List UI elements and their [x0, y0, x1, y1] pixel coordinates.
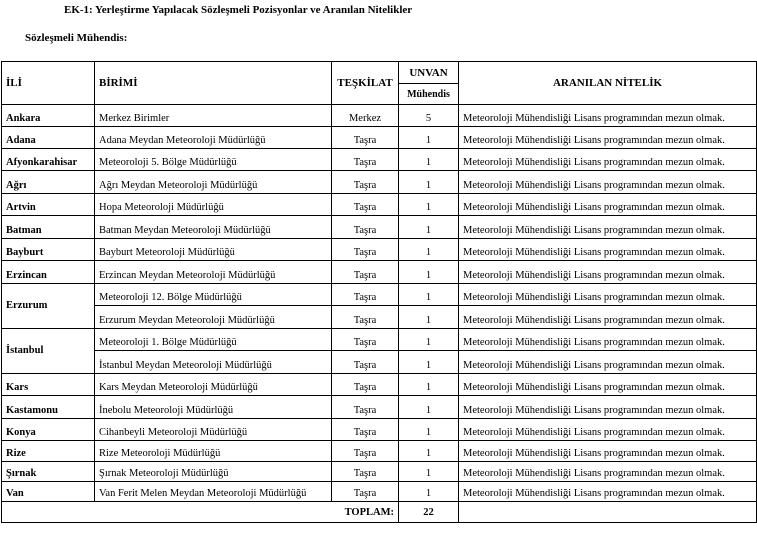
- total-label: TOPLAM:: [2, 502, 399, 523]
- nitelik-cell: Meteoroloji Mühendisliği Lisans programından mezun olmak.: [459, 329, 757, 351]
- il-cell: Artvin: [2, 194, 95, 216]
- count-cell: 1: [399, 351, 459, 374]
- table-row: [2, 261, 757, 284]
- total-row: [2, 502, 757, 523]
- teskilat-cell: Taşra: [332, 261, 399, 284]
- count-cell: 1: [399, 284, 459, 306]
- table-row: [2, 284, 757, 306]
- il-cell: İstanbul: [2, 329, 95, 374]
- count-cell: 1: [399, 149, 459, 171]
- nitelik-cell: Meteoroloji Mühendisliği Lisans programından mezun olmak.: [459, 306, 757, 329]
- il-cell: Kars: [2, 374, 95, 396]
- nitelik-cell: Meteoroloji Mühendisliği Lisans programından mezun olmak.: [459, 194, 757, 216]
- table-row: [2, 105, 757, 127]
- teskilat-cell: Taşra: [332, 239, 399, 261]
- count-cell: 1: [399, 216, 459, 239]
- birim-cell: Rize Meteoroloji Müdürlüğü: [95, 441, 332, 462]
- nitelik-cell: Meteoroloji Mühendisliği Lisans programından mezun olmak.: [459, 419, 757, 441]
- birim-cell: Hopa Meteoroloji Müdürlüğü: [95, 194, 332, 216]
- birim-cell: Adana Meydan Meteoroloji Müdürlüğü: [95, 127, 332, 149]
- positions-table: [1, 61, 757, 523]
- il-cell: Adana: [2, 127, 95, 149]
- teskilat-cell: Taşra: [332, 396, 399, 419]
- nitelik-cell: Meteoroloji Mühendisliği Lisans programından mezun olmak.: [459, 374, 757, 396]
- table-row: [2, 419, 757, 441]
- table-row: [2, 329, 757, 351]
- count-cell: 1: [399, 396, 459, 419]
- header-muhendis: Mühendis: [399, 84, 459, 105]
- teskilat-cell: Taşra: [332, 127, 399, 149]
- birim-cell: Erzurum Meydan Meteoroloji Müdürlüğü: [95, 306, 332, 329]
- il-cell: Ağrı: [2, 171, 95, 194]
- il-cell: Erzincan: [2, 261, 95, 284]
- count-cell: 1: [399, 239, 459, 261]
- il-cell: Bayburt: [2, 239, 95, 261]
- nitelik-cell: Meteoroloji Mühendisliği Lisans programından mezun olmak.: [459, 149, 757, 171]
- birim-cell: Erzincan Meydan Meteoroloji Müdürlüğü: [95, 261, 332, 284]
- header-nitelik: ARANILAN NİTELİK: [459, 62, 757, 105]
- header-birim: BİRİMİ: [95, 62, 332, 105]
- birim-cell: Van Ferit Melen Meydan Meteoroloji Müdürlüğü: [95, 482, 332, 502]
- nitelik-cell: Meteoroloji Mühendisliği Lisans programından mezun olmak.: [459, 216, 757, 239]
- count-cell: 1: [399, 171, 459, 194]
- nitelik-cell: Meteoroloji Mühendisliği Lisans programından mezun olmak.: [459, 284, 757, 306]
- teskilat-cell: Taşra: [332, 351, 399, 374]
- count-cell: 1: [399, 482, 459, 502]
- birim-cell: Merkez Birimler: [95, 105, 332, 127]
- birim-cell: Batman Meydan Meteoroloji Müdürlüğü: [95, 216, 332, 239]
- table-row: [2, 462, 757, 482]
- teskilat-cell: Taşra: [332, 194, 399, 216]
- birim-cell: İstanbul Meydan Meteoroloji Müdürlüğü: [95, 351, 332, 374]
- table-row: [2, 482, 757, 502]
- count-cell: 1: [399, 374, 459, 396]
- page-title: EK-1: Yerleştirme Yapılacak Sözleşmeli Pozisyonlar ve Aranılan Nitelikler: [64, 4, 413, 16]
- birim-cell: Ağrı Meydan Meteoroloji Müdürlüğü: [95, 171, 332, 194]
- count-cell: 5: [399, 105, 459, 127]
- teskilat-cell: Merkez: [332, 105, 399, 127]
- teskilat-cell: Taşra: [332, 419, 399, 441]
- count-cell: 1: [399, 329, 459, 351]
- il-cell: Ankara: [2, 105, 95, 127]
- nitelik-cell: Meteoroloji Mühendisliği Lisans programından mezun olmak.: [459, 351, 757, 374]
- teskilat-cell: Taşra: [332, 171, 399, 194]
- nitelik-cell: Meteoroloji Mühendisliği Lisans programından mezun olmak.: [459, 105, 757, 127]
- il-cell: Konya: [2, 419, 95, 441]
- birim-cell: Bayburt Meteoroloji Müdürlüğü: [95, 239, 332, 261]
- nitelik-cell: Meteoroloji Mühendisliği Lisans programından mezun olmak.: [459, 462, 757, 482]
- count-cell: 1: [399, 306, 459, 329]
- table-row: [2, 239, 757, 261]
- count-cell: 1: [399, 462, 459, 482]
- il-cell: Kastamonu: [2, 396, 95, 419]
- teskilat-cell: Taşra: [332, 462, 399, 482]
- table-row: [2, 351, 757, 374]
- birim-cell: Meteoroloji 5. Bölge Müdürlüğü: [95, 149, 332, 171]
- teskilat-cell: Taşra: [332, 306, 399, 329]
- count-cell: 1: [399, 441, 459, 462]
- birim-cell: Şırnak Meteoroloji Müdürlüğü: [95, 462, 332, 482]
- il-cell: Rize: [2, 441, 95, 462]
- table-row: [2, 194, 757, 216]
- birim-cell: İnebolu Meteoroloji Müdürlüğü: [95, 396, 332, 419]
- teskilat-cell: Taşra: [332, 374, 399, 396]
- teskilat-cell: Taşra: [332, 329, 399, 351]
- nitelik-cell: Meteoroloji Mühendisliği Lisans programından mezun olmak.: [459, 261, 757, 284]
- il-cell: Afyonkarahisar: [2, 149, 95, 171]
- table-row: [2, 127, 757, 149]
- count-cell: 1: [399, 419, 459, 441]
- il-cell: Batman: [2, 216, 95, 239]
- table-row: [2, 171, 757, 194]
- count-cell: 1: [399, 194, 459, 216]
- nitelik-cell: Meteoroloji Mühendisliği Lisans programından mezun olmak.: [459, 239, 757, 261]
- birim-cell: Meteoroloji 1. Bölge Müdürlüğü: [95, 329, 332, 351]
- nitelik-cell: Meteoroloji Mühendisliği Lisans programından mezun olmak.: [459, 171, 757, 194]
- table-row: [2, 216, 757, 239]
- teskilat-cell: Taşra: [332, 284, 399, 306]
- table-row: [2, 374, 757, 396]
- count-cell: 1: [399, 127, 459, 149]
- nitelik-cell: Meteoroloji Mühendisliği Lisans programından mezun olmak.: [459, 396, 757, 419]
- teskilat-cell: Taşra: [332, 441, 399, 462]
- teskilat-cell: Taşra: [332, 149, 399, 171]
- table-row: [2, 306, 757, 329]
- table-row: [2, 441, 757, 462]
- header-teskilat: TEŞKİLAT: [332, 62, 399, 105]
- il-cell: Şırnak: [2, 462, 95, 482]
- il-cell: Erzurum: [2, 284, 95, 329]
- teskilat-cell: Taşra: [332, 216, 399, 239]
- teskilat-cell: Taşra: [332, 482, 399, 502]
- birim-cell: Cihanbeyli Meteoroloji Müdürlüğü: [95, 419, 332, 441]
- table-row: [2, 396, 757, 419]
- il-cell: Van: [2, 482, 95, 502]
- total-empty-cell: [459, 502, 757, 523]
- section-title: Sözleşmeli Mühendis:: [25, 32, 128, 44]
- nitelik-cell: Meteoroloji Mühendisliği Lisans programından mezun olmak.: [459, 127, 757, 149]
- header-il: İLİ: [2, 62, 95, 105]
- header-unvan: UNVAN: [399, 62, 459, 84]
- table-row: [2, 149, 757, 171]
- nitelik-cell: Meteoroloji Mühendisliği Lisans programından mezun olmak.: [459, 482, 757, 502]
- nitelik-cell: Meteoroloji Mühendisliği Lisans programından mezun olmak.: [459, 441, 757, 462]
- count-cell: 1: [399, 261, 459, 284]
- birim-cell: Kars Meydan Meteoroloji Müdürlüğü: [95, 374, 332, 396]
- birim-cell: Meteoroloji 12. Bölge Müdürlüğü: [95, 284, 332, 306]
- total-value: 22: [399, 502, 459, 523]
